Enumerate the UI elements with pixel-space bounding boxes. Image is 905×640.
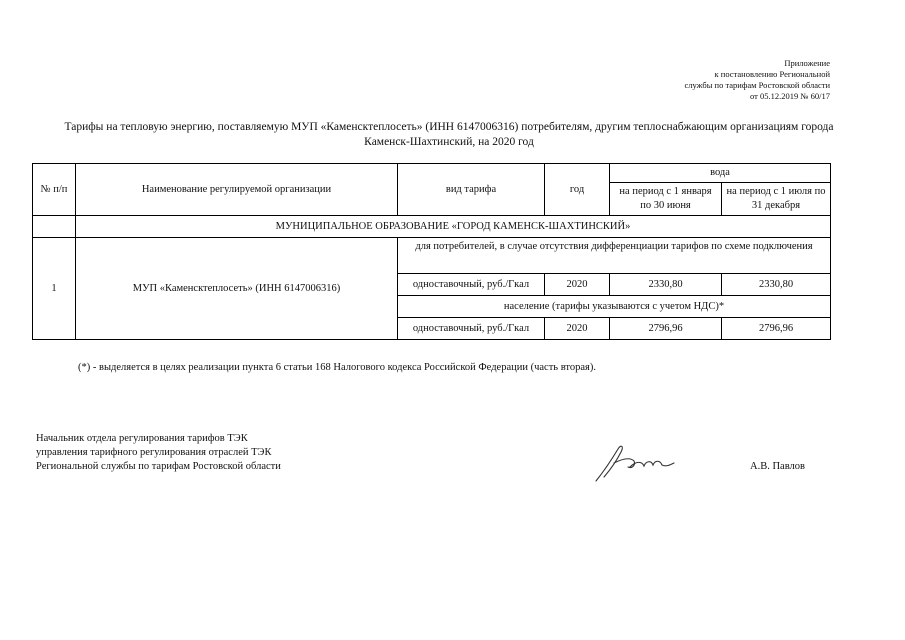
annex-line: от 05.12.2019 № 60/17 [750,91,830,101]
signatory-position [36,432,281,474]
annex-header [684,58,830,102]
header-tariff-type: вид тарифа [398,164,545,216]
tariff-table [32,163,831,340]
group-1-tariff-type: одноставочный, руб./Гкал [398,274,545,296]
org-name: МУП «Каменсктеплосеть» (ИНН 6147006316) [76,238,398,340]
row-number: 1 [33,238,76,340]
group-1-label: для потребителей, в случае отсутствия дифференциации тарифов по схеме подключения [398,238,831,274]
group-1-period-2: 2330,80 [722,274,831,296]
header-water: вода [610,164,831,183]
position-line: Региональной службы по тарифам Ростовской области [36,461,281,472]
header-year: год [545,164,610,216]
header-period-2: на период с 1 июля по 31 декабря [722,183,831,216]
header-num: № п/п [33,164,76,216]
group-2-tariff-type: одноставочный, руб./Гкал [398,318,545,340]
group-2-label: население (тарифы указываются с учетом НДС)* [398,296,831,318]
document-title [40,120,858,150]
handwritten-signature [588,437,678,487]
group-2-year: 2020 [545,318,610,340]
footnote: (*) - выделяется в целях реализации пункта 6 статьи 168 Налогового кодекса Российской Федерации (часть вторая). [78,362,596,373]
signatory-name: А.В. Павлов [750,461,805,472]
group-2-period-2: 2796,96 [722,318,831,340]
header-period-1: на период с 1 января по 30 июня [610,183,722,216]
annex-line: службы по тарифам Ростовской области [684,80,830,90]
group-1-period-1: 2330,80 [610,274,722,296]
title-line: Каменск-Шахтинский, на 2020 год [364,136,534,148]
empty-cell [33,216,76,238]
position-line: управления тарифного регулирования отраслей ТЭК [36,447,272,458]
group-2-period-1: 2796,96 [610,318,722,340]
annex-line: Приложение [784,58,830,68]
header-org: Наименование регулируемой организации [76,164,398,216]
position-line: Начальник отдела регулирования тарифов ТЭК [36,433,248,444]
municipality-row: МУНИЦИПАЛЬНОЕ ОБРАЗОВАНИЕ «ГОРОД КАМЕНСК-ШАХТИНСКИЙ» [76,216,831,238]
group-1-year: 2020 [545,274,610,296]
annex-line: к постановлению Региональной [714,69,830,79]
title-line: Тарифы на тепловую энергию, поставляемую МУП «Каменсктеплосеть» (ИНН 6147006316) потребителям, другим теплоснабжающим организациям города [64,121,834,133]
